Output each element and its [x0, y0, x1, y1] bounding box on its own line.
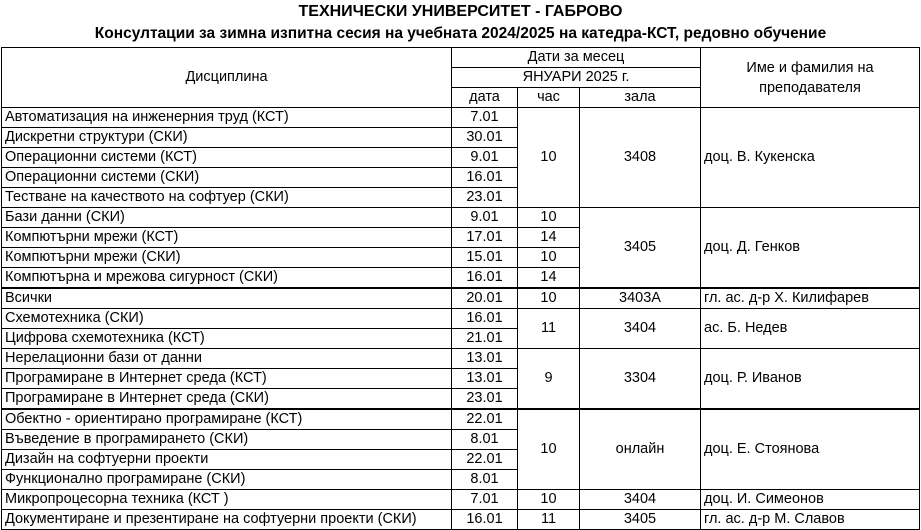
discipline-cell: Бази данни (СКИ) [2, 208, 452, 228]
teacher-cell: доц. Е. Стоянова [701, 409, 920, 490]
discipline-cell: Програмиране в Интернет среда (СКИ) [2, 389, 452, 410]
discipline-cell: Въведение в програмирането (СКИ) [2, 430, 452, 450]
discipline-cell: Операционни системи (СКИ) [2, 168, 452, 188]
table-row [2, 288, 920, 309]
hour-cell: 11 [518, 510, 580, 530]
header-hour: час [518, 88, 580, 108]
date-cell: 23.01 [452, 389, 518, 410]
header-discipline: Дисциплина [2, 48, 452, 108]
header-dates-for-month: Дати за месец [452, 48, 701, 68]
discipline-cell: Документиране и презентиране на софтуерни проекти (СКИ) [2, 510, 452, 530]
date-cell: 22.01 [452, 450, 518, 470]
table-row [2, 490, 920, 510]
discipline-cell: Микропроцесорна техника (КСТ ) [2, 490, 452, 510]
hour-cell: 10 [518, 108, 580, 208]
date-cell: 15.01 [452, 248, 518, 268]
discipline-cell: Компютърни мрежи (СКИ) [2, 248, 452, 268]
hour-cell: 10 [518, 288, 580, 309]
hour-cell: 10 [518, 208, 580, 228]
header-row-1 [2, 48, 920, 68]
date-cell: 17.01 [452, 228, 518, 248]
consultations-table [1, 47, 920, 530]
room-cell: 3304 [580, 349, 701, 410]
discipline-cell: Функционално програмиране (СКИ) [2, 470, 452, 490]
date-cell: 16.01 [452, 309, 518, 329]
header-month: ЯНУАРИ 2025 г. [452, 68, 701, 88]
date-cell: 7.01 [452, 490, 518, 510]
discipline-cell: Обектно - ориентирано програмиране (КСТ) [2, 409, 452, 430]
table-row [2, 309, 920, 329]
hour-cell: 10 [518, 248, 580, 268]
table-row [2, 208, 920, 228]
date-cell: 9.01 [452, 148, 518, 168]
teacher-cell: доц. Р. Иванов [701, 349, 920, 410]
discipline-cell: Програмиране в Интернет среда (КСТ) [2, 369, 452, 389]
hour-cell: 11 [518, 309, 580, 349]
teacher-cell: доц. И. Симеонов [701, 490, 920, 510]
header-date: дата [452, 88, 518, 108]
date-cell: 7.01 [452, 108, 518, 128]
discipline-cell: Цифрова схемотехника (КСТ) [2, 329, 452, 349]
discipline-cell: Операционни системи (КСТ) [2, 148, 452, 168]
teacher-cell: доц. В. Кукенска [701, 108, 920, 208]
date-cell: 13.01 [452, 349, 518, 369]
date-cell: 22.01 [452, 409, 518, 430]
date-cell: 9.01 [452, 208, 518, 228]
hour-cell: 10 [518, 409, 580, 490]
table-row [2, 108, 920, 128]
room-cell: 3404 [580, 490, 701, 510]
date-cell: 8.01 [452, 430, 518, 450]
room-cell: 3408 [580, 108, 701, 208]
date-cell: 16.01 [452, 510, 518, 530]
discipline-cell: Дискретни структури (СКИ) [2, 128, 452, 148]
discipline-cell: Нерелационни бази от данни [2, 349, 452, 369]
discipline-cell: Всички [2, 288, 452, 309]
date-cell: 21.01 [452, 329, 518, 349]
university-title: ТЕХНИЧЕСКИ УНИВЕРСИТЕТ - ГАБРОВО [298, 3, 623, 20]
header-teacher: Име и фамилия на преподавателя [701, 48, 920, 108]
discipline-cell: Схемотехника (СКИ) [2, 309, 452, 329]
room-cell: 3404 [580, 309, 701, 349]
hour-cell: 10 [518, 490, 580, 510]
hour-cell: 9 [518, 349, 580, 410]
teacher-cell: ас. Б. Недев [701, 309, 920, 349]
date-cell: 20.01 [452, 288, 518, 309]
room-cell: 3405 [580, 510, 701, 530]
header-room: зала [580, 88, 701, 108]
date-cell: 13.01 [452, 369, 518, 389]
teacher-cell: доц. Д. Генков [701, 208, 920, 289]
room-cell: 3403А [580, 288, 701, 309]
teacher-cell: гл. ас. д-р М. Славов [701, 510, 920, 530]
table-row [2, 409, 920, 430]
hour-cell: 14 [518, 268, 580, 289]
discipline-cell: Автоматизация на инженерния труд (КСТ) [2, 108, 452, 128]
discipline-cell: Дизайн на софтуерни проекти [2, 450, 452, 470]
room-cell: 3405 [580, 208, 701, 289]
hour-cell: 14 [518, 228, 580, 248]
date-cell: 30.01 [452, 128, 518, 148]
date-cell: 23.01 [452, 188, 518, 208]
discipline-cell: Компютърна и мрежова сигурност (СКИ) [2, 268, 452, 289]
date-cell: 8.01 [452, 470, 518, 490]
discipline-cell: Компютърни мрежи (КСТ) [2, 228, 452, 248]
table-row [2, 349, 920, 369]
room-cell: онлайн [580, 409, 701, 490]
teacher-cell: гл. ас. д-р Х. Килифарев [701, 288, 920, 309]
schedule-subtitle: Консултации за зимна изпитна сесия на учебната 2024/2025 на катедра-КСТ, редовно обучение [94, 25, 827, 42]
date-cell: 16.01 [452, 268, 518, 289]
date-cell: 16.01 [452, 168, 518, 188]
discipline-cell: Тестване на качеството на софтуер (СКИ) [2, 188, 452, 208]
